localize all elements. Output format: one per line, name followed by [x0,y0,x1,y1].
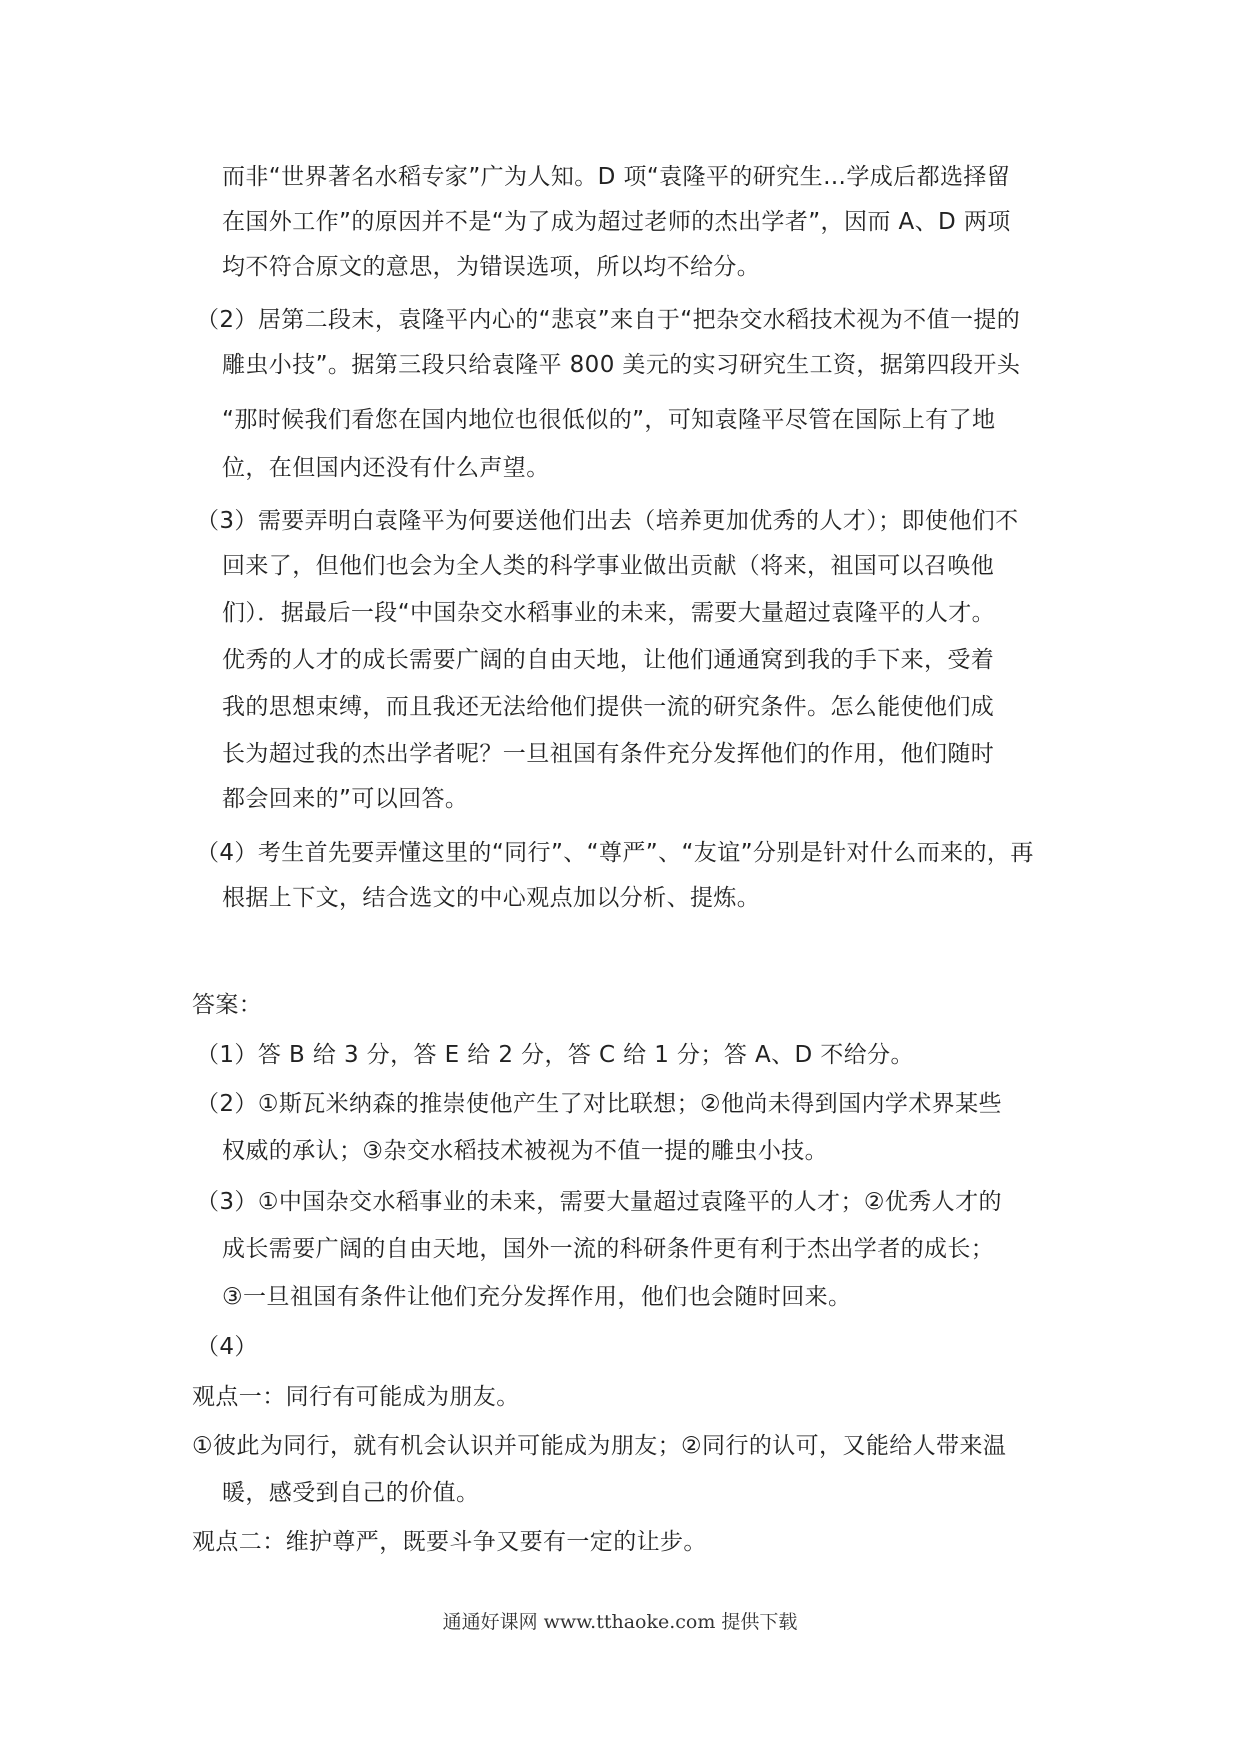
analysis-p3-line-3: 们）．据最后一段“中国杂交水稻事业的未来，需要大量超过袁隆平的人才。 [222,600,996,626]
page-footer: 通通好课网 www.tthaoke.com 提供下载 [442,1611,798,1633]
analysis-p3-line-1: （3）需要弄明白袁隆平为何要送他们出去（培养更加优秀的人才）；即使他们不 [196,508,1019,534]
analysis-p2-line-4: 位，在但国内还没有什么声望。 [222,455,550,481]
view-1-detail-line-2: 暖，感受到自己的价值。 [222,1480,480,1506]
analysis-p1-line-1: 而非“世界著名水稻专家”广为人知。D 项“袁隆平的研究生…学成后都选择留 [222,164,1011,190]
analysis-p1-line-3: 均不符合原文的意思，为错误选项，所以均不给分。 [222,254,761,280]
view-1-heading: 观点一：同行有可能成为朋友。 [192,1384,520,1410]
answer-heading: 答案： [192,992,263,1018]
analysis-p2-line-1: （2）居第二段末，袁隆平内心的“悲哀”来自于“把杂交水稻技术视为不值一提的 [196,307,1021,333]
analysis-p3-line-4: 优秀的人才的成长需要广阔的自由天地，让他们通通窝到我的手下来，受着 [222,647,995,673]
answer-3-line-1: （3）①中国杂交水稻事业的未来，需要大量超过袁隆平的人才；②优秀人才的 [196,1189,1002,1215]
answer-3-line-3: ③一旦祖国有条件让他们充分发挥作用，他们也会随时回来。 [222,1284,852,1310]
view-2-heading: 观点二：维护尊严，既要斗争又要有一定的让步。 [192,1529,707,1555]
analysis-p4-line-1: （4）考生首先要弄懂这里的“同行”、“尊严”、“友谊”分别是针对什么而来的，再 [196,840,1034,866]
answer-2-line-1: （2）①斯瓦米纳森的推崇使他产生了对比联想；②他尚未得到国内学术界某些 [196,1091,1002,1117]
analysis-p4-line-2: 根据上下文，结合选文的中心观点加以分析、提炼。 [222,885,761,911]
view-1-detail-line-1: ①彼此为同行，就有机会认识并可能成为朋友；②同行的认可，又能给人带来温 [192,1433,1007,1459]
analysis-p1-line-2: 在国外工作”的原因并不是“为了成为超过老师的杰出学者”，因而 A、D 两项 [222,209,1011,235]
answer-4-label: （4） [196,1334,258,1360]
analysis-p3-line-5: 我的思想束缚，而且我还无法给他们提供一流的研究条件。怎么能使他们成 [222,694,995,720]
analysis-p2-line-2: 雕虫小技”。据第三段只给袁隆平 800 美元的实习研究生工资，据第四段开头 [222,352,1021,378]
answer-1: （1）答 B 给 3 分，答 E 给 2 分，答 C 给 1 分；答 A、D 不给分。 [196,1042,914,1068]
answer-2-line-2: 权威的承认；③杂交水稻技术被视为不值一提的雕虫小技。 [222,1138,829,1164]
analysis-p3-line-7: 都会回来的”可以回答。 [222,786,469,812]
answer-3-line-2: 成长需要广阔的自由天地，国外一流的科研条件更有利于杰出学者的成长； [222,1236,995,1262]
analysis-p2-line-3: “那时候我们看您在国内地位也很低似的”，可知袁隆平尽管在国际上有了地 [222,407,996,433]
analysis-p3-line-2: 回来了，但他们也会为全人类的科学事业做出贡献（将来，祖国可以召唤他 [222,553,995,579]
analysis-p3-line-6: 长为超过我的杰出学者呢？一旦祖国有条件充分发挥他们的作用，他们随时 [222,741,995,767]
